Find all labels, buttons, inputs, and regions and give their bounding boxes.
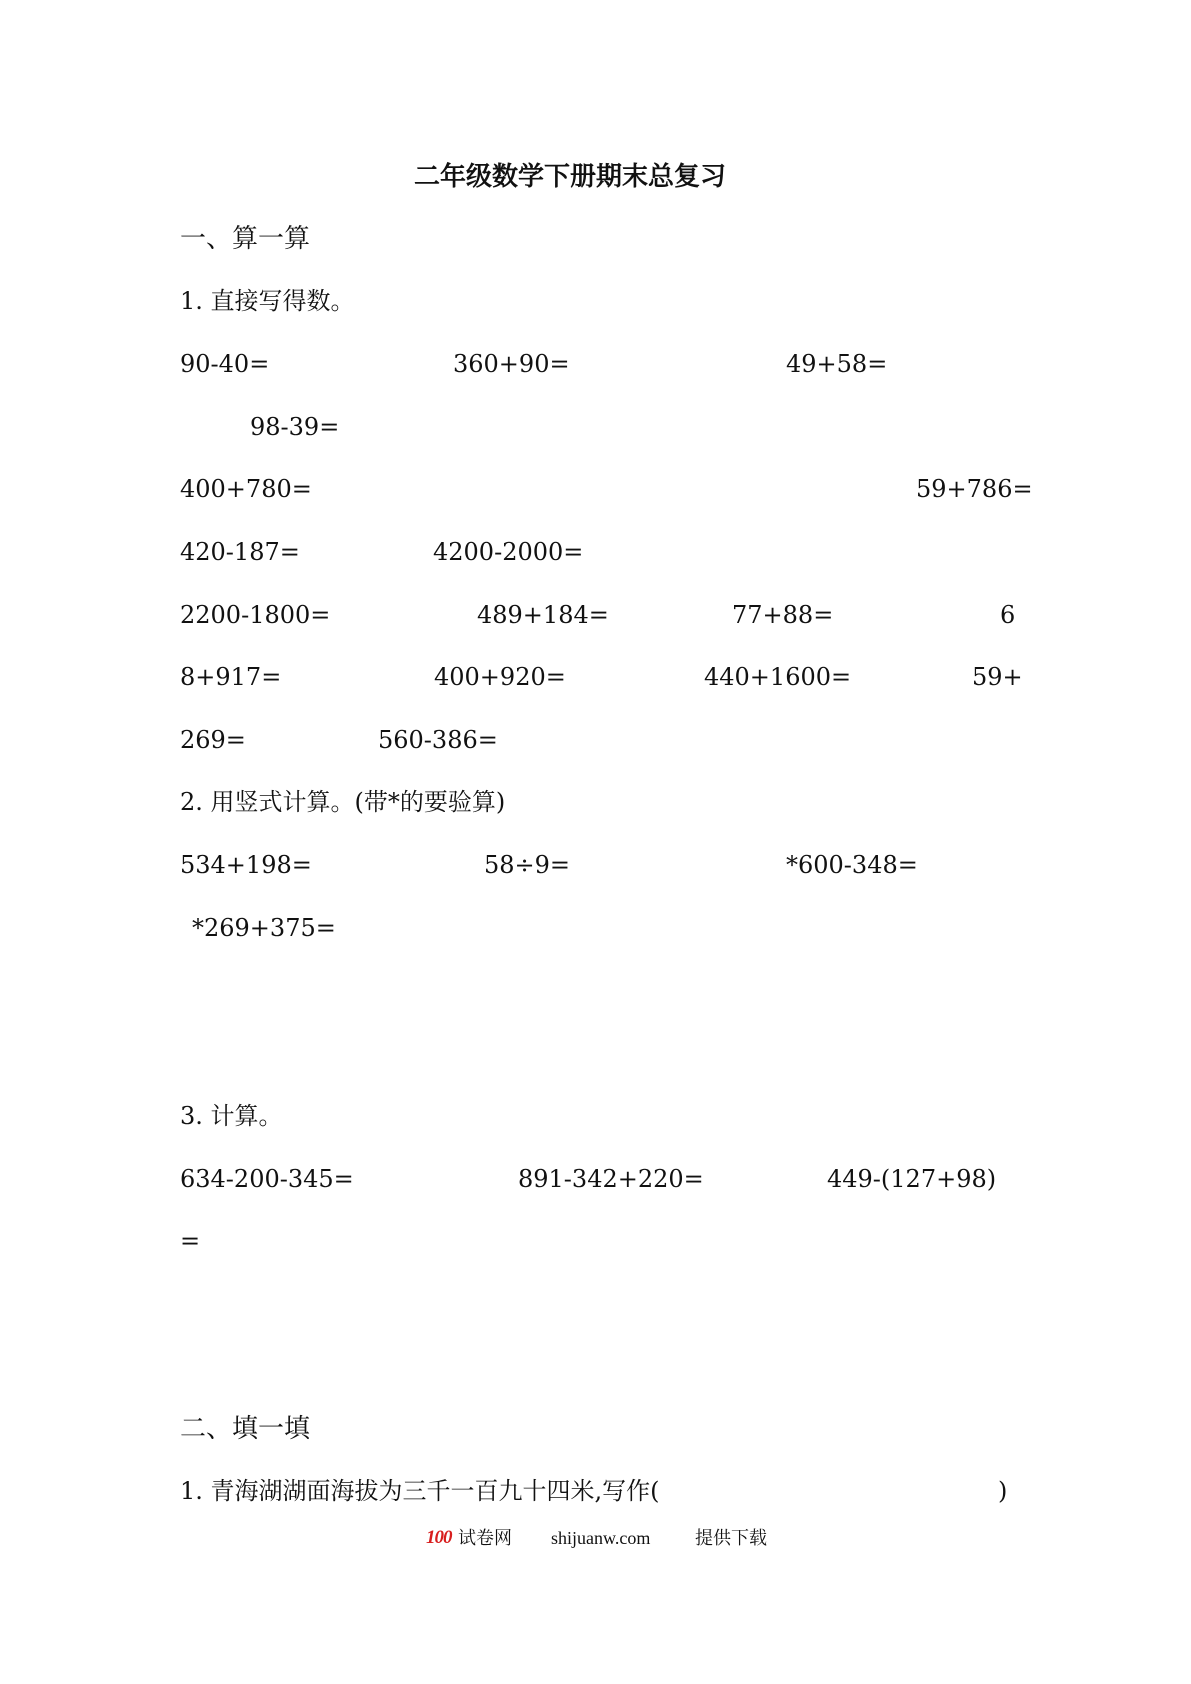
- question-label: 3. 计算。: [180, 1102, 283, 1130]
- problem: 2200-1800=: [180, 601, 331, 629]
- problem: 59+: [972, 663, 1023, 691]
- problem: 6: [1000, 601, 1016, 629]
- problem: 77+88=: [732, 601, 834, 629]
- problem: 59+786=: [916, 475, 1033, 503]
- page-title: 二年级数学下册期末总复习: [413, 162, 726, 192]
- problem: 49+58=: [786, 350, 888, 378]
- blank-close-paren: ): [998, 1477, 1008, 1505]
- problem: 891-342+220=: [518, 1165, 704, 1193]
- question-label: 1. 青海湖湖面海拔为三千一百九十四米,写作(: [180, 1477, 660, 1505]
- question-label: 1. 直接写得数。: [180, 287, 355, 315]
- footer-note: 提供下载: [695, 1528, 767, 1548]
- problem: 400+920=: [434, 663, 566, 691]
- problem: 269=: [180, 726, 246, 754]
- problem: 634-200-345=: [180, 1165, 354, 1193]
- question-label: 2. 用竖式计算。(带*的要验算): [180, 788, 506, 816]
- problem: 98-39=: [250, 413, 340, 441]
- site-name: 试卷网: [458, 1528, 512, 1548]
- site-logo: 100: [426, 1527, 452, 1548]
- problem: *600-348=: [786, 851, 918, 879]
- problem: 90-40=: [180, 350, 270, 378]
- section-heading: 一、算一算: [180, 224, 311, 254]
- problem: 440+1600=: [704, 663, 852, 691]
- problem: *269+375=: [192, 914, 336, 942]
- problem: 4200-2000=: [433, 538, 584, 566]
- problem: 420-187=: [180, 538, 300, 566]
- problem: 560-386=: [378, 726, 498, 754]
- problem: 8+917=: [180, 663, 282, 691]
- site-url[interactable]: shijuanw.com: [551, 1528, 651, 1548]
- problem: 58÷9=: [484, 851, 571, 879]
- problem: 360+90=: [453, 350, 570, 378]
- problem: 400+780=: [180, 475, 312, 503]
- problem: 534+198=: [180, 851, 312, 879]
- problem: 449-(127+98): [827, 1165, 997, 1193]
- problem: =: [180, 1227, 201, 1255]
- section-heading: 二、填一填: [180, 1414, 311, 1444]
- footer: [0, 1525, 1191, 1551]
- problem: 489+184=: [477, 601, 609, 629]
